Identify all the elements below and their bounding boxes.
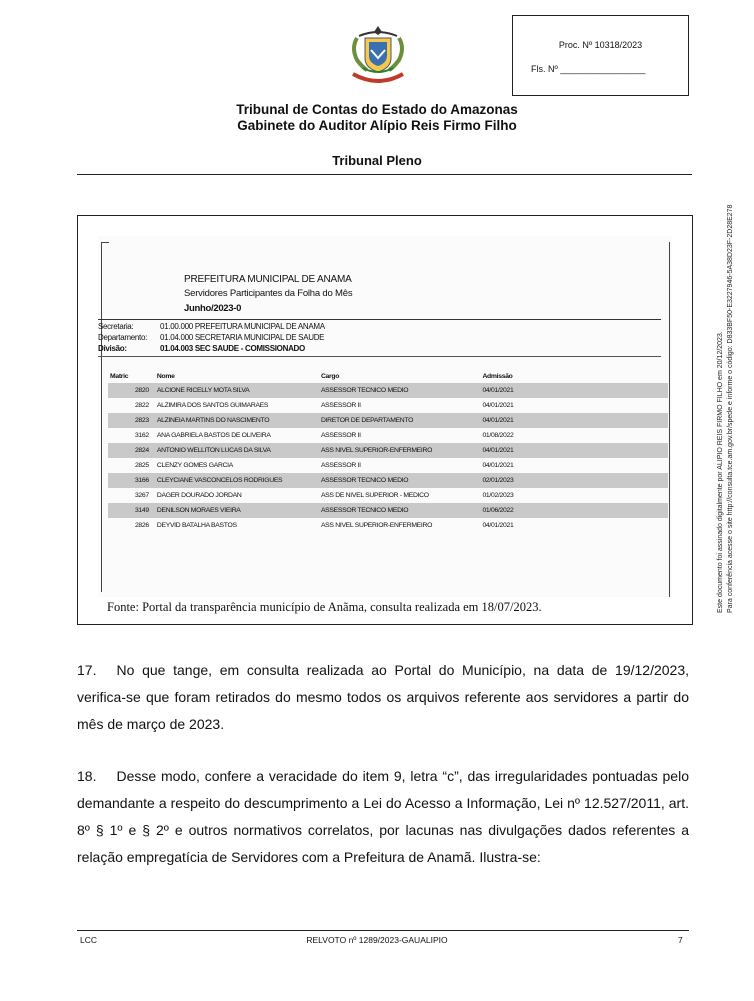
cell-admissao: 04/01/2021 <box>482 401 514 409</box>
cell-nome: ANTONIO WELLITON LUCAS DA SILVA <box>155 443 319 458</box>
signature-line-2: Para conferência acesse o site http://consulta.tce.am.gov.br/spede e informe o código: D833BF50-E3227946-5A38D23F-2D28E278 <box>727 204 734 613</box>
cell-nome: ALCIONE RICELLY MOTA SILVA <box>155 383 319 398</box>
report-title: PREFEITURA MUNICIPAL DE ANAMA <box>184 274 352 285</box>
cell-matric: 3267 <box>134 491 149 499</box>
paragraph-text: Desse modo, confere a veracidade do item 9, letra “c”, das irregularidades pontuadas pelo demandante a respeito do descumprimento a Lei do Acesso a Informação, Lei nº 12.527/2011, art. 8º § 1º e § 2º e outros normativos correlatos, por lacunas nas divulgações dados referentes a relação empregatícia de Servidores com a Prefeitura de Anamã. Ilustra-se: <box>77 768 689 865</box>
cell-cargo: ASSESSOR TECNICO MEDIO <box>319 383 480 398</box>
footer-document-ref: RELVOTO nº 1289/2023-GAUALIPIO <box>306 935 448 945</box>
table-row <box>108 458 668 473</box>
col-matric: Matric <box>110 372 129 380</box>
cell-matric: 2826 <box>134 521 149 529</box>
footer-divider <box>77 930 689 931</box>
organization-header <box>0 102 754 134</box>
signature-line-1: Este documento foi assinado digitalmente por ALIPIO REIS FIRMO FILHO em 20/12/2023. <box>717 331 724 613</box>
cell-matric: 2823 <box>108 413 155 428</box>
report-subtitle: Servidores Participantes da Folha do Mês <box>184 288 353 299</box>
col-cargo: Cargo <box>320 372 340 380</box>
table-body <box>108 383 668 533</box>
coat-of-arms-seal <box>345 24 411 86</box>
paragraph-number: 17. <box>77 662 97 678</box>
table-row <box>108 398 668 413</box>
departamento-label: Departamento: <box>98 333 148 342</box>
header-divider <box>77 174 692 175</box>
cell-admissao: 04/01/2021 <box>480 443 668 458</box>
report-period: Junho/2023-0 <box>184 303 242 314</box>
cell-matric: 2822 <box>134 401 149 409</box>
table-row <box>108 428 668 443</box>
secretaria-row <box>98 322 325 331</box>
cell-admissao: 01/08/2022 <box>482 431 514 439</box>
paragraph-number: 18. <box>77 768 97 784</box>
report-divider <box>98 356 661 357</box>
cell-nome: DEYVID BATALHA BASTOS <box>156 521 237 529</box>
paragraph-17 <box>77 657 689 738</box>
payroll-report-image <box>98 236 672 597</box>
office-name: Gabinete do Auditor Alípio Reis Firmo Filho <box>237 118 517 133</box>
cell-cargo: ASSESSOR II <box>320 431 361 439</box>
divisao-value: 01.04.003 SEC SAUDE - COMISSIONADO <box>160 344 305 353</box>
digital-signature-note <box>716 193 742 613</box>
cell-admissao: 04/01/2021 <box>482 461 514 469</box>
report-divider <box>98 319 661 320</box>
cell-matric: 2825 <box>134 461 149 469</box>
embedded-screenshot-figure <box>77 215 693 625</box>
paragraph-18 <box>77 763 689 871</box>
cell-nome: ALZINEIA MARTINS DO NASCIMENTO <box>155 413 319 428</box>
cell-nome: ALZIMIRA DOS SANTOS GUIMARAES <box>156 401 269 409</box>
secretaria-value: 01.00.000 PREFEITURA MUNICIPAL DE ANAMA <box>160 322 325 331</box>
divisao-row <box>98 344 305 353</box>
session-title: Tribunal Pleno <box>332 153 422 168</box>
cell-cargo: ASSESSOR TECNICO MEDIO <box>319 503 480 518</box>
table-row <box>108 443 668 458</box>
fls-field: Fls. Nº _________________ <box>531 64 646 74</box>
departamento-value: 01.04.000 SECRETARIA MUNICIPAL DE SAUDE <box>160 333 325 342</box>
cell-admissao: 01/02/2023 <box>482 491 514 499</box>
cell-matric: 3149 <box>108 503 155 518</box>
cell-matric: 3166 <box>108 473 155 488</box>
cell-cargo: DIRETOR DE DEPARTAMENTO <box>319 413 480 428</box>
process-number: Proc. Nº 10318/2023 <box>558 40 643 50</box>
process-box <box>512 15 689 96</box>
col-nome: Nome <box>156 372 175 380</box>
cell-nome: DAGER DOURADO JORDAN <box>156 491 242 499</box>
divisao-label: Divisão: <box>98 344 127 353</box>
table-row <box>108 488 668 503</box>
table-header-row <box>108 369 668 383</box>
cell-cargo: ASSESSOR TECNICO MEDIO <box>319 473 480 488</box>
cell-nome: CLENZY GOMES GARCIA <box>156 461 234 469</box>
table-row <box>108 473 668 488</box>
cell-admissao: 02/01/2023 <box>480 473 668 488</box>
cell-matric: 2820 <box>108 383 155 398</box>
cell-nome: DENILSON MORAES VIEIRA <box>155 503 319 518</box>
servers-table <box>108 369 668 533</box>
frame-edge <box>669 242 670 597</box>
org-name: Tribunal de Contas do Estado do Amazonas <box>236 102 518 117</box>
table-row <box>108 383 668 398</box>
cell-admissao: 04/01/2021 <box>482 521 514 529</box>
cell-admissao: 04/01/2021 <box>480 413 668 428</box>
table-row <box>108 413 668 428</box>
departamento-row <box>98 333 324 342</box>
cell-cargo: ASSESSOR II <box>320 461 361 469</box>
secretaria-label: Secretaria: <box>98 322 134 331</box>
figure-caption: Fonte: Portal da transparência município de Anãma, consulta realizada em 18/07/2023. <box>107 600 542 614</box>
cell-nome: ANA GABRIELA BASTOS DE OLIVEIRA <box>156 431 271 439</box>
page-number: 7 <box>678 935 683 945</box>
cell-admissao: 01/06/2022 <box>480 503 668 518</box>
cell-cargo: ASS NIVEL SUPERIOR-ENFERMEIRO <box>319 443 480 458</box>
cell-cargo: ASSESSOR II <box>320 401 361 409</box>
footer-initials: LCC <box>80 935 98 945</box>
table-row <box>108 503 668 518</box>
cell-matric: 2824 <box>108 443 155 458</box>
table-row <box>108 518 668 533</box>
cell-cargo: ASS NIVEL SUPERIOR-ENFERMEIRO <box>320 521 433 529</box>
paragraph-text: No que tange, em consulta realizada ao Portal do Município, na data de 19/12/2023, verifica-se que foram retirados do mesmo todos os arquivos referente aos servidores a partir do mês de março de 2023. <box>77 662 689 732</box>
col-admissao: Admissão <box>482 372 513 380</box>
cell-admissao: 04/01/2021 <box>480 383 668 398</box>
cell-cargo: ASS DE NIVEL SUPERIOR - MEDICO <box>320 491 429 499</box>
cell-nome: CLEYCIANE VASCONCELOS RODRIGUES <box>155 473 319 488</box>
cell-matric: 3162 <box>134 431 149 439</box>
